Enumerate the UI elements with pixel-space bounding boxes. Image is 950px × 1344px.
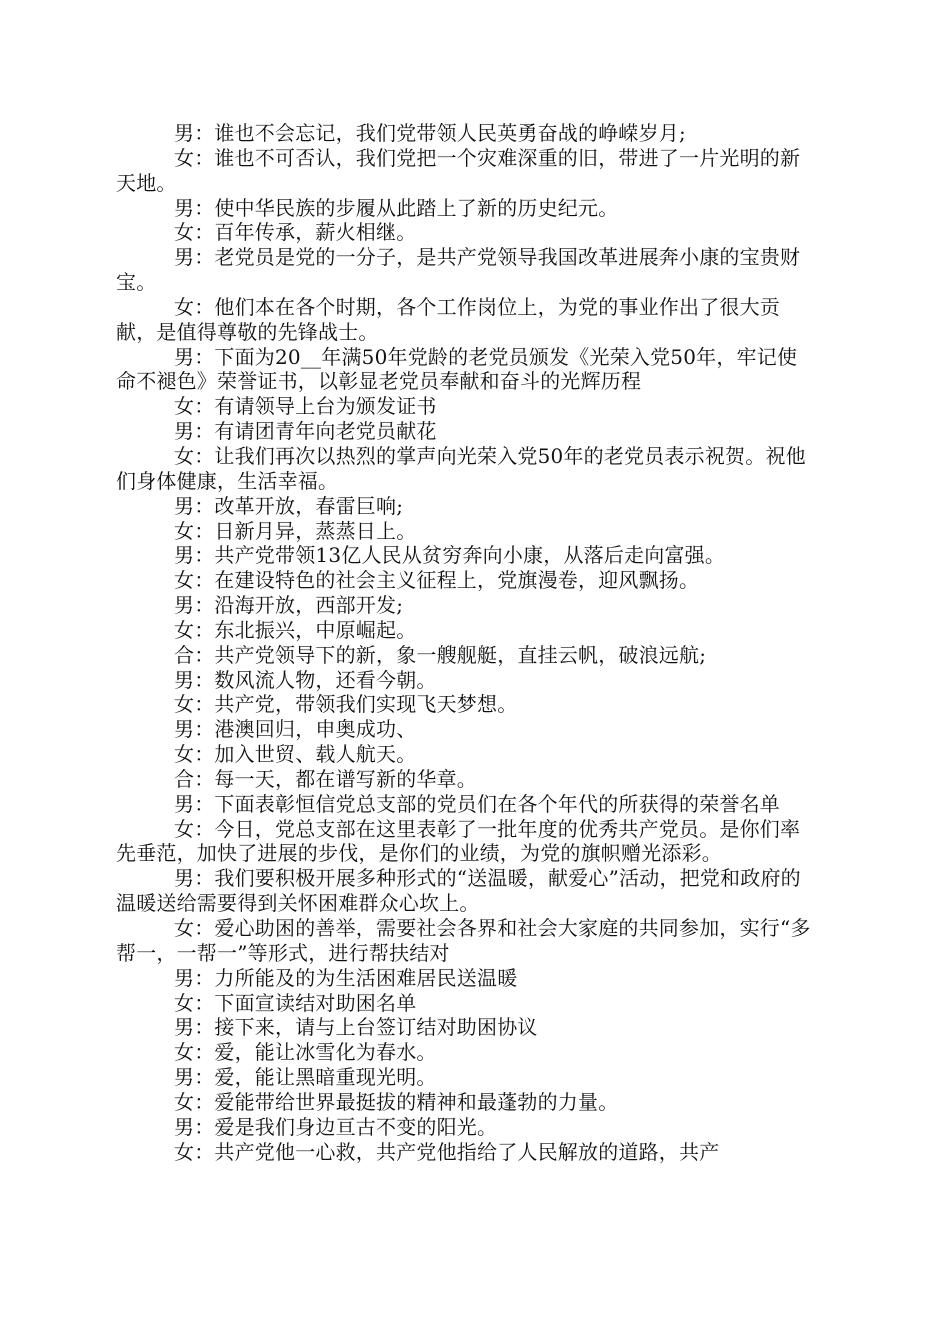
dialogue-line: 女：共产党他一心救，共产党他指给了人民解放的道路，共产	[174, 1139, 720, 1164]
dialogue-line: 男：使中华民族的步履从此踏上了新的历史纪元。	[174, 195, 619, 220]
dialogue-line: 女：爱，能让冰雪化为春水。	[174, 1040, 437, 1065]
dialogue-line: 男：改革开放，春雷巨响;	[174, 493, 404, 518]
dialogue-line: 女：他们本在各个时期，各个工作岗位上，为党的事业作出了很大贡献，是值得尊敬的先锋战士。	[116, 294, 780, 344]
dialogue-line: 女：有请领导上台为颁发证书	[174, 394, 437, 419]
dialogue-line: 女：今日，党总支部在这里表彰了一批年度的优秀共产党员。是你们率先垂范，加快了进展的步伐，是你们的业绩，为党的旗帜赠光添彩。	[116, 816, 801, 866]
dialogue-line: 男：爱，能让黑暗重现光明。	[174, 1065, 437, 1090]
dialogue-line: 女：爱心助困的善举，需要社会各界和社会大家庭的共同参加，实行“多帮一，一帮一”等形式，进行帮扶结对	[116, 916, 811, 965]
dialogue-line: 女：下面宣读结对助困名单	[174, 990, 417, 1015]
dialogue-line: 男：下面表彰恒信党总支部的党员们在各个年代的所获得的荣誉名单	[174, 791, 780, 816]
dialogue-line: 男：共产党带领13亿人民从贫穷奔向小康，从落后走向富强。	[174, 543, 726, 568]
dialogue-line: 女：日新月异，蒸蒸日上。	[174, 518, 417, 543]
dialogue-line: 男：力所能及的为生活困难居民送温暖	[174, 965, 518, 990]
dialogue-line: 女：东北振兴，中原崛起。	[174, 617, 417, 642]
dialogue-line: 男：港澳回归，申奥成功、	[174, 717, 417, 742]
dialogue-line: 男：我们要积极开展多种形式的“送温暖，献爱心”活动，把党和政府的温暖送给需要得到关怀困难群众心坎上。	[116, 866, 801, 916]
dialogue-line: 女：共产党，带领我们实现飞天梦想。	[174, 692, 518, 717]
dialogue-line: 合：共产党领导下的新，象一艘舰艇，直挂云帆，破浪远航;	[174, 642, 707, 667]
dialogue-line: 女：百年传承，薪火相继。	[174, 220, 417, 245]
dialogue-line: 男：沿海开放，西部开发;	[174, 593, 404, 618]
dialogue-line: 男：接下来，请与上台签订结对助困协议	[174, 1015, 538, 1040]
dialogue-line: 男：老党员是党的一分子，是共产党领导我国改革进展奔小康的宝贵财宝。	[116, 245, 801, 295]
dialogue-line: 女：爱能带给世界最挺拔的精神和最蓬勃的力量。	[174, 1089, 619, 1114]
script-text	[116, 121, 816, 1164]
dialogue-line: 女：加入世贸、载人航天。	[174, 742, 417, 767]
dialogue-line: 合：每一天，都在谱写新的华章。	[174, 766, 477, 791]
dialogue-line: 男：下面为20__年满50年党龄的老党员颁发《光荣入党50年，牢记使命不褪色》荣誉证书，以彰显老党员奉献和奋斗的光辉历程	[116, 344, 798, 394]
dialogue-line: 男：谁也不会忘记，我们党带领人民英勇奋战的峥嵘岁月;	[174, 121, 686, 145]
dialogue-line: 男：数风流人物，还看今朝。	[174, 667, 437, 692]
dialogue-line: 女：在建设特色的社会主义征程上，党旗漫卷，迎风飘扬。	[174, 568, 700, 593]
dialogue-line: 男：有请团青年向老党员献花	[174, 419, 437, 444]
dialogue-line: 女：让我们再次以热烈的掌声向光荣入党50年的老党员表示祝贺。祝他们身体健康，生活幸福。	[116, 443, 806, 493]
dialogue-line: 女：谁也不可否认，我们党把一个灾难深重的旧，带进了一片光明的新天地。	[116, 145, 801, 195]
dialogue-line: 男：爱是我们身边亘古不变的阳光。	[174, 1114, 498, 1139]
